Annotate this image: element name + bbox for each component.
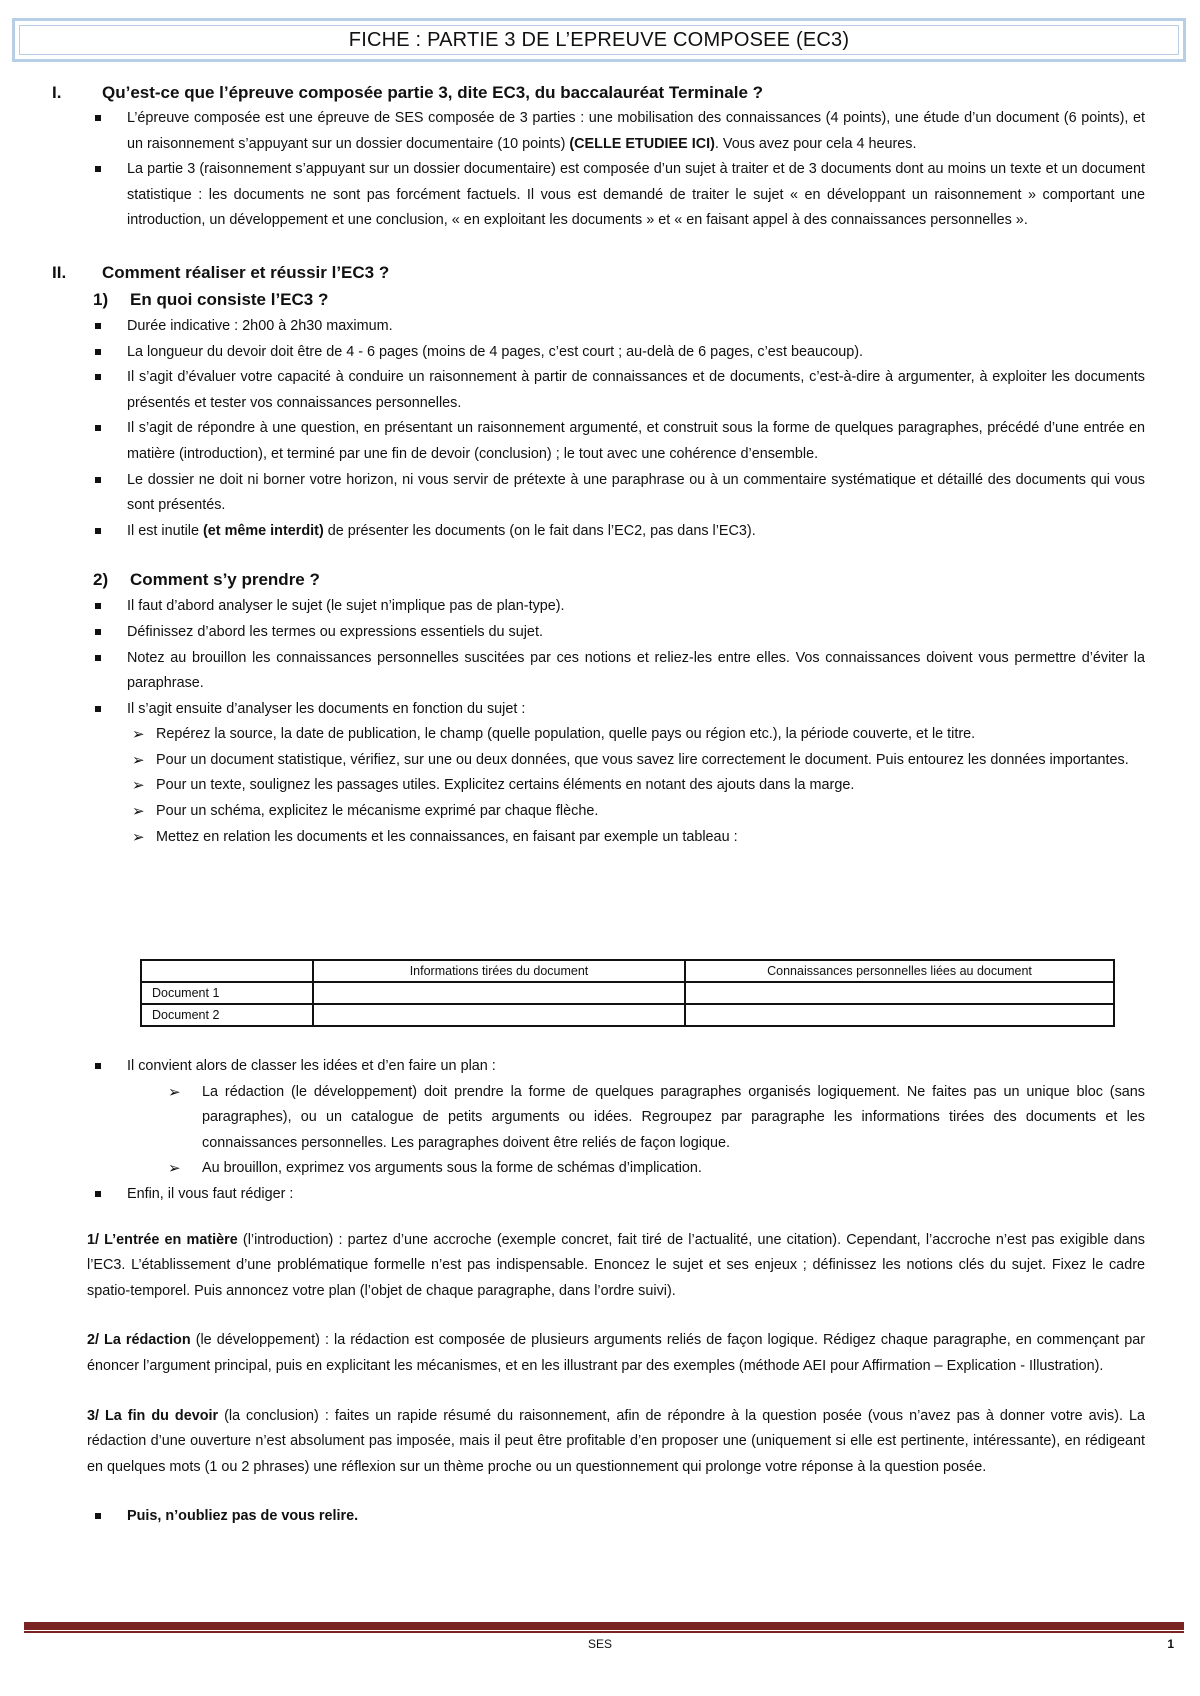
subsection-1-number: 1) [93, 289, 109, 309]
table-cell [313, 1004, 685, 1026]
arrow-text: Pour un document statistique, vérifiez, sur une ou deux données, que vous savez lire correctement le document. Puis entourez les données importantes. [156, 751, 1129, 768]
bullet-item [50, 646, 1145, 697]
arrow-icon: ➢ [132, 828, 145, 846]
bullet-item [50, 468, 1145, 519]
bullet-item [50, 594, 1145, 620]
arrow-item [50, 799, 1145, 825]
paragraph-introduction [0, 1228, 1145, 1305]
bullet-text: Il convient alors de classer les idées et d’en faire un plan : [127, 1058, 496, 1074]
subsection-1-heading [50, 286, 1145, 314]
subsection-1-title: En quoi consiste l’EC3 ? [130, 289, 329, 309]
arrow-text: Pour un texte, soulignez les passages utiles. Explicitez certains éléments en notant des ajouts dans la marge. [156, 777, 855, 794]
bullet-text: Définissez d’abord les termes ou expressions essentiels du sujet. [127, 623, 543, 640]
bullet-bold-text: (et même interdit) [203, 522, 324, 539]
paragraph-text: (la conclusion) : faites un rapide résumé du raisonnement, afin de répondre à la question posée (vous n’avez pas à donner votre avis). La rédaction d’une ouverture n’est absolument pas imposée, mais il peut être profitable d’en proposer une (uniquement si elle est pertinente, intéressante), en rédigeant en quelques mots (1 ou 2 phrases) une réflexion sur un thème proche ou un questionnement qui prolonge votre réponse à la question posée. [87, 1407, 1145, 1475]
bullet-bold-text: Puis, n’oubliez pas de vous relire. [127, 1508, 359, 1525]
table-header-cell [141, 960, 313, 982]
table-row [141, 982, 1114, 1004]
bullet-text: Il s’agit d’évaluer votre capacité à conduire un raisonnement à partir de connaissances et de documents, c’est-à-dire à argumenter, à exploiter les documents présentés et tester vos connaissances personnelles. [127, 369, 1145, 411]
bullet-item [50, 340, 1145, 366]
bullet-item [50, 1504, 1145, 1530]
bullet-text: Il s’agit de répondre à une question, en présentant un raisonnement argumenté, et construit sous la forme de quelques paragraphes, précédé d’une entrée en matière (introduction), et terminé par une fin de devoir (conclusion) ; le tout avec une cohérence d’ensemble. [127, 420, 1145, 462]
paragraph-bold: 2/ La rédaction [87, 1332, 191, 1349]
bullet-bold-text: (CELLE ETUDIEE ICI) [569, 135, 715, 152]
page-title: FICHE : PARTIE 3 DE L’EPREUVE COMPOSEE (EC3) [348, 28, 850, 51]
bullet-item [50, 157, 1145, 234]
bullet-item [50, 1054, 1145, 1080]
paragraph-conclusion [0, 1404, 1145, 1481]
bullet-item [50, 519, 1145, 545]
bullet-item [50, 1182, 1145, 1208]
arrow-icon: ➢ [132, 803, 145, 821]
arrow-item [50, 1080, 1145, 1157]
table-cell: Document 2 [141, 1004, 313, 1026]
bullet-text: Enfin, il vous faut rédiger : [127, 1185, 294, 1202]
section-2-number: II. [52, 262, 67, 282]
subsection-2-heading [50, 566, 1145, 594]
arrow-item [50, 825, 1145, 851]
bullet-item [50, 697, 1145, 723]
bullet-item [50, 314, 1145, 340]
arrow-text: Pour un schéma, explicitez le mécanisme exprimé par chaque flèche. [156, 803, 599, 820]
bullet-text: Il faut d’abord analyser le sujet (le sujet n’implique pas de plan-type). [127, 598, 565, 615]
subsection-2-title: Comment s’y prendre ? [130, 570, 320, 590]
section-2-title: Comment réaliser et réussir l’EC3 ? [102, 262, 390, 282]
section-1-heading [50, 80, 1145, 106]
bullet-item [50, 365, 1145, 416]
paragraph-bold: 1/ L’entrée en matière [87, 1231, 238, 1248]
paragraph-bold: 3/ La fin du devoir [87, 1407, 219, 1424]
title-inner-frame [19, 25, 1179, 55]
table-cell: Document 1 [141, 982, 313, 1004]
bullet-item [50, 416, 1145, 467]
arrow-item [50, 748, 1145, 774]
arrow-icon: ➢ [168, 1160, 181, 1178]
arrow-text: Au brouillon, exprimez vos arguments sous la forme de schémas d’implication. [202, 1160, 702, 1177]
footer-rule-thin [24, 1631, 1184, 1633]
arrow-text: Mettez en relation les documents et les connaissances, en faisant par exemple un tableau : [156, 828, 738, 845]
bullet-text: La longueur du devoir doit être de 4 - 6 pages (moins de 4 pages, c’est court ; au-delà de 6 pages, c’est beaucoup). [127, 343, 863, 360]
bullet-text: Durée indicative : 2h00 à 2h30 maximum. [127, 317, 393, 334]
paragraph-text: (le développement) : la rédaction est composée de plusieurs arguments reliés de façon logique. Rédigez chaque paragraphe, en commençant par énoncer l’argument principal, puis en explicitant les mécanismes, et en les illustrant par des exemples (méthode AEI pour Affirmation – Explication - Illustration). [87, 1332, 1145, 1374]
title-box [12, 18, 1186, 62]
bullet-text: La partie 3 (raisonnement s’appuyant sur un dossier documentaire) est composée d’un sujet à traiter et de 3 documents dont au moins un texte et un document statistique : les documents ne sont pas forcément factuels. Il vous est demandé de traiter le sujet « en développant un raisonnement » comportant une introduction, un développement et une conclusion, « en exploitant les documents » et « en faisant appel à des connaissances personnelles ». [127, 161, 1145, 229]
arrow-text: Repérez la source, la date de publication, le champ (quelle population, quelle pays ou région etc.), la période couverte, et le titre. [156, 726, 976, 743]
footer-rule-thick [24, 1622, 1184, 1630]
bullet-item [50, 106, 1145, 157]
arrow-icon: ➢ [132, 751, 145, 769]
bullet-text: Le dossier ne doit ni borner votre horizon, ni vous servir de prétexte à une paraphrase ou à un commentaire systématique et détaillé des documents qui vous sont présentés. [127, 471, 1145, 514]
bullet-text: . Vous avez pour cela 4 heures. [714, 135, 917, 152]
bullet-text: Notez au brouillon les connaissances personnelles suscitées par ces notions et reliez-les entre elles. Vos connaissances doivent vous permettre d’éviter la paraphrase. [127, 649, 1145, 692]
content-lower [50, 1054, 1145, 1530]
subsection-2-number: 2) [93, 570, 109, 590]
paragraph-development [0, 1328, 1145, 1379]
section-1-number: I. [52, 83, 62, 102]
table-cell [313, 982, 685, 1004]
bullet-text: Il est inutile [127, 522, 203, 539]
arrow-icon: ➢ [132, 726, 145, 744]
arrow-item [50, 1156, 1145, 1182]
content [50, 80, 1145, 850]
bullet-text: L’épreuve composée est une épreuve de SES composée de 3 parties : une mobilisation des connaissances (4 points), une étude d’un document (6 points), et un raisonnement s’appuyant sur un dossier documentaire (10 points) [127, 110, 1145, 152]
arrow-text: La rédaction (le développement) doit prendre la forme de quelques paragraphes organisés logiquement. Ne faites pas un unique bloc (sans paragraphes), ou un catalogue de petits arguments ou idées. Regroupez par paragraphe les informations tirées des documents et les connaissances personnelles. Les paragraphes doivent être reliés de façon logique. [202, 1083, 1145, 1151]
page-number: 1 [1167, 1637, 1174, 1651]
table-cell [685, 982, 1114, 1004]
section-2-heading [50, 260, 1145, 286]
table-row [141, 1004, 1114, 1026]
table-header-row [141, 960, 1114, 982]
bullet-text: de présenter les documents (on le fait dans l’EC2, pas dans l’EC3). [323, 522, 756, 539]
arrow-item [50, 773, 1145, 799]
arrow-icon: ➢ [132, 777, 145, 795]
table-header-cell: Connaissances personnelles liées au document [685, 960, 1114, 982]
table-header-cell: Informations tirées du document [313, 960, 685, 982]
section-1-title: Qu’est-ce que l’épreuve composée partie 3, dite EC3, du baccalauréat Terminale ? [102, 83, 764, 102]
analysis-table [140, 959, 1115, 1027]
arrow-item [50, 722, 1145, 748]
footer-label: SES [587, 1637, 612, 1651]
bullet-text: Il s’agit ensuite d’analyser les documents en fonction du sujet : [127, 700, 526, 717]
paragraph-text: (l’introduction) : partez d’une accroche (exemple concret, fait tiré de l’actualité, une citation). Cependant, l’accroche n’est pas exigible dans l’EC3. L’établissement d’une problématique formelle n’est pas indispensable. Enoncez le sujet et ses enjeux ; définissez les notions clés du sujet. Fixez le cadre spatio-temporel. Puis annoncez votre plan (l’objet de chaque paragraphe, dans l’ordre suivi). [87, 1231, 1145, 1299]
bullet-item [50, 620, 1145, 646]
table-cell [685, 1004, 1114, 1026]
arrow-icon: ➢ [168, 1083, 181, 1101]
